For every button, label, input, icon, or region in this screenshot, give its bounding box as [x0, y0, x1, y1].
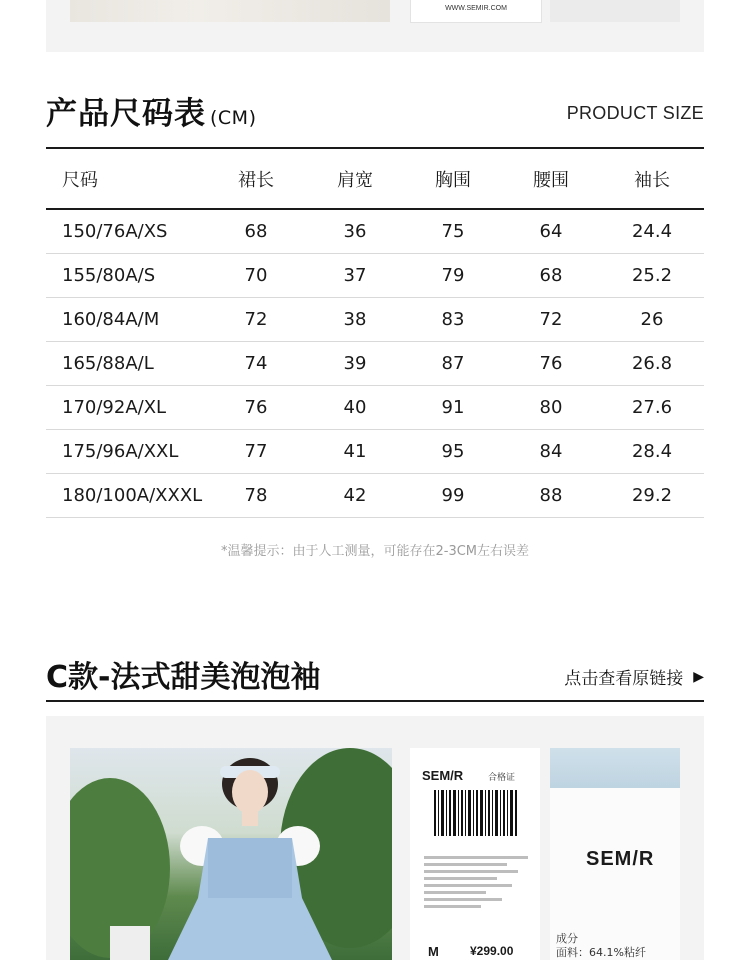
- table-row: [46, 298, 704, 342]
- table-cell: 83: [441, 309, 465, 330]
- table-row: [46, 386, 704, 430]
- view-original-link[interactable]: [564, 664, 704, 689]
- tag-photo: [410, 0, 542, 23]
- size-table-title-text: 产品尺码表: [46, 96, 206, 132]
- table-cell: 26: [640, 309, 664, 330]
- table-cell: 95: [441, 441, 465, 462]
- table-cell: 41: [343, 441, 367, 462]
- tag-url-text: WWW.SEMIR.COM: [445, 5, 507, 12]
- table-cell: 170/92A/XL: [62, 397, 167, 418]
- table-cell: 91: [441, 397, 465, 418]
- measurement-tip: *温馨提示：由于人工测量，可能存在2-3CM左右误差: [220, 544, 530, 559]
- section-c-title: C款-法式甜美泡泡袖: [46, 660, 321, 695]
- table-cell: 64: [539, 221, 563, 242]
- table-cell: 28.4: [631, 441, 673, 462]
- column-header: 裙长: [238, 169, 274, 191]
- size-table-title: [46, 88, 257, 133]
- table-cell: 80: [539, 397, 563, 418]
- column-header: 袖长: [634, 169, 670, 191]
- table-cell: 72: [539, 309, 563, 330]
- size-unit: (CM): [210, 107, 257, 129]
- product-image-gallery: [46, 716, 704, 960]
- table-cell: 150/76A/XS: [62, 221, 168, 242]
- detail-photo: [550, 0, 680, 22]
- size-table: [46, 147, 704, 518]
- play-arrow-icon: ▶: [693, 668, 704, 685]
- table-cell: 87: [441, 353, 465, 374]
- model-illustration: [70, 748, 392, 960]
- table-cell: 76: [539, 353, 563, 374]
- table-cell: 27.6: [631, 397, 673, 418]
- table-cell: 74: [244, 353, 268, 374]
- table-cell: 25.2: [631, 265, 673, 286]
- brand-logo: SEM/R: [586, 848, 655, 870]
- table-cell: 77: [244, 441, 268, 462]
- table-row: [46, 210, 704, 254]
- brand-logo: SEM/R: [422, 768, 464, 783]
- table-cell: 78: [244, 485, 268, 506]
- table-cell: 76: [244, 397, 268, 418]
- table-row: [46, 342, 704, 386]
- table-cell: 79: [441, 265, 465, 286]
- composition-title: 成分: [556, 932, 578, 945]
- tag-size: M: [428, 944, 439, 959]
- column-header: 腰围: [533, 169, 569, 191]
- table-row: [46, 474, 704, 518]
- section-divider: [46, 700, 704, 702]
- table-cell: 155/80A/S: [62, 265, 156, 286]
- product-size-label: PRODUCT SIZE: [566, 103, 704, 123]
- model-photo[interactable]: [70, 748, 392, 960]
- top-image-strip: [46, 0, 704, 52]
- certificate-label: 合格证: [488, 773, 516, 783]
- hang-tag-photo[interactable]: [410, 748, 540, 960]
- column-header: 肩宽: [337, 169, 373, 191]
- table-cell: 70: [244, 265, 268, 286]
- table-cell: 26.8: [631, 353, 673, 374]
- view-original-link-label: 点击查看原链接: [564, 669, 684, 689]
- column-header: 尺码: [62, 169, 98, 191]
- table-cell: 42: [343, 485, 367, 506]
- table-cell: 38: [343, 309, 367, 330]
- table-cell: 72: [244, 309, 268, 330]
- model-photo: [70, 0, 390, 22]
- table-cell: 29.2: [631, 485, 673, 506]
- table-cell: 165/88A/L: [62, 353, 154, 374]
- barcode-icon: [432, 788, 520, 844]
- table-cell: 40: [343, 397, 367, 418]
- table-header: [46, 149, 704, 210]
- table-cell: 24.4: [631, 221, 673, 242]
- table-cell: 75: [441, 221, 465, 242]
- tag-details: [424, 852, 528, 912]
- table-cell: 37: [343, 265, 367, 286]
- table-cell: 99: [441, 485, 465, 506]
- table-cell: 84: [539, 441, 563, 462]
- table-cell: 39: [343, 353, 367, 374]
- table-row: [46, 254, 704, 298]
- table-row: [46, 430, 704, 474]
- table-cell: 88: [539, 485, 563, 506]
- table-cell: 68: [244, 221, 268, 242]
- table-cell: 175/96A/XXL: [62, 441, 179, 462]
- table-cell: 36: [343, 221, 367, 242]
- composition-line: 面料：64.1%粘纤: [556, 946, 646, 959]
- table-cell: 160/84A/M: [62, 309, 160, 330]
- table-cell: 180/100A/XXXL: [62, 485, 203, 506]
- table-cell: 68: [539, 265, 563, 286]
- column-header: 胸围: [435, 169, 471, 191]
- tag-price: ¥299.00: [470, 944, 514, 958]
- care-label-photo[interactable]: [550, 748, 680, 960]
